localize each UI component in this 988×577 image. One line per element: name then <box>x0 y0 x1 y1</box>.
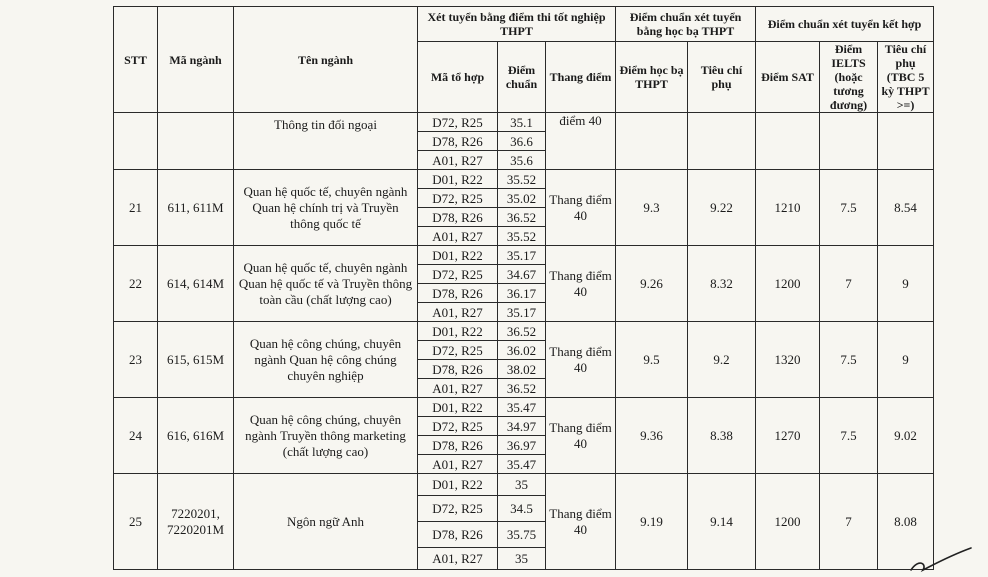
ma-nganh-cell: 616, 616M <box>158 398 234 474</box>
tieu-chi-phu-tbc-cell: 9 <box>878 246 934 322</box>
diem-chuan-cell: 36.52 <box>498 379 546 398</box>
diem-chuan-cell: 38.02 <box>498 360 546 379</box>
ma-to-hop-cell: D72, R25 <box>418 341 498 360</box>
tieu-chi-phu-tbc-cell: 9.02 <box>878 398 934 474</box>
diem-sat-cell <box>756 113 820 170</box>
diem-ielts-cell <box>820 113 878 170</box>
stt-cell: 21 <box>114 170 158 246</box>
diem-hoc-ba-cell: 9.19 <box>616 474 688 570</box>
diem-ielts-cell: 7.5 <box>820 322 878 398</box>
thang-diem-cell: Thang điểm 40 <box>546 474 616 570</box>
tieu-chi-phu-tbc-cell: 9 <box>878 322 934 398</box>
header-group-hocba: Điểm chuẩn xét tuyển bằng học bạ THPT <box>616 7 756 42</box>
diem-hoc-ba-cell: 9.3 <box>616 170 688 246</box>
diem-chuan-cell: 35.47 <box>498 455 546 474</box>
ten-nganh-cell: Thông tin đối ngoại <box>234 113 418 170</box>
ma-to-hop-cell: D78, R26 <box>418 360 498 379</box>
tieu-chi-phu-cell: 9.14 <box>688 474 756 570</box>
diem-chuan-cell: 34.5 <box>498 496 546 522</box>
ma-to-hop-cell: A01, R27 <box>418 303 498 322</box>
ma-to-hop-cell: D72, R25 <box>418 496 498 522</box>
ma-to-hop-cell: A01, R27 <box>418 227 498 246</box>
header-tieu-chi-phu: Tiêu chí phụ <box>688 42 756 113</box>
diem-sat-cell: 1200 <box>756 474 820 570</box>
stt-cell: 25 <box>114 474 158 570</box>
ma-nganh-cell: 611, 611M <box>158 170 234 246</box>
table-header <box>114 7 934 113</box>
diem-sat-cell: 1200 <box>756 246 820 322</box>
diem-chuan-cell: 36.97 <box>498 436 546 455</box>
diem-ielts-cell: 7.5 <box>820 398 878 474</box>
diem-chuan-cell: 35 <box>498 474 546 496</box>
table-body <box>114 113 934 570</box>
diem-chuan-cell: 36.02 <box>498 341 546 360</box>
ma-to-hop-cell: D72, R25 <box>418 189 498 208</box>
table-row <box>114 170 934 189</box>
tieu-chi-phu-cell: 9.2 <box>688 322 756 398</box>
ma-to-hop-cell: A01, R27 <box>418 379 498 398</box>
header-group-thpt: Xét tuyển bằng điểm thi tốt nghiệp THPT <box>418 7 616 42</box>
diem-chuan-cell: 35 <box>498 548 546 570</box>
ma-to-hop-cell: D78, R26 <box>418 522 498 548</box>
thang-diem-cell: Thang điểm 40 <box>546 398 616 474</box>
diem-chuan-cell: 36.17 <box>498 284 546 303</box>
diem-hoc-ba-cell: 9.26 <box>616 246 688 322</box>
header-tieu-chi-phu-tbc: Tiêu chí phụ (TBC 5 kỳ THPT >=) <box>878 42 934 113</box>
header-stt: STT <box>114 7 158 113</box>
header-ten-nganh: Tên ngành <box>234 7 418 113</box>
diem-chuan-cell: 35.1 <box>498 113 546 132</box>
ma-nganh-cell: 615, 615M <box>158 322 234 398</box>
diem-chuan-cell: 36.6 <box>498 132 546 151</box>
diem-ielts-cell: 7.5 <box>820 170 878 246</box>
tieu-chi-phu-tbc-cell: 8.08 <box>878 474 934 570</box>
tieu-chi-phu-cell: 8.32 <box>688 246 756 322</box>
thang-diem-cell: Thang điểm 40 <box>546 322 616 398</box>
diem-hoc-ba-cell: 9.36 <box>616 398 688 474</box>
header-diem-hoc-ba: Điểm học bạ THPT <box>616 42 688 113</box>
ma-to-hop-cell: D78, R26 <box>418 436 498 455</box>
ma-nganh-cell <box>158 113 234 170</box>
ma-to-hop-cell: D01, R22 <box>418 170 498 189</box>
diem-hoc-ba-cell <box>616 113 688 170</box>
tieu-chi-phu-cell: 9.22 <box>688 170 756 246</box>
diem-chuan-cell: 35.52 <box>498 170 546 189</box>
ma-to-hop-cell: D01, R22 <box>418 474 498 496</box>
tieu-chi-phu-cell: 8.38 <box>688 398 756 474</box>
diem-chuan-cell: 35.75 <box>498 522 546 548</box>
table-row <box>114 474 934 496</box>
ma-to-hop-cell: A01, R27 <box>418 455 498 474</box>
ten-nganh-cell: Quan hệ quốc tế, chuyên ngành Quan hệ quốc tế và Truyền thông toàn cầu (chất lượng cao) <box>234 246 418 322</box>
diem-chuan-cell: 35.17 <box>498 246 546 265</box>
header-ma-nganh: Mã ngành <box>158 7 234 113</box>
diem-chuan-cell: 34.67 <box>498 265 546 284</box>
diem-ielts-cell: 7 <box>820 474 878 570</box>
diem-chuan-cell: 35.52 <box>498 227 546 246</box>
ten-nganh-cell: Quan hệ công chúng, chuyên ngành Quan hệ công chúng chuyên nghiệp <box>234 322 418 398</box>
ma-to-hop-cell: D01, R22 <box>418 322 498 341</box>
thang-diem-cell: Thang điểm 40 <box>546 246 616 322</box>
ten-nganh-cell: Quan hệ công chúng, chuyên ngành Truyền thông marketing (chất lượng cao) <box>234 398 418 474</box>
thang-diem-cell: Thang điểm 40 <box>546 170 616 246</box>
header-diem-ielts: Điểm IELTS (hoặc tương đương) <box>820 42 878 113</box>
diem-sat-cell: 1270 <box>756 398 820 474</box>
diem-chuan-cell: 34.97 <box>498 417 546 436</box>
header-ma-to-hop: Mã tổ hợp <box>418 42 498 113</box>
diem-chuan-cell: 36.52 <box>498 208 546 227</box>
ma-to-hop-cell: D78, R26 <box>418 208 498 227</box>
diem-ielts-cell: 7 <box>820 246 878 322</box>
header-diem-sat: Điểm SAT <box>756 42 820 113</box>
table-row <box>114 113 934 132</box>
tieu-chi-phu-tbc-cell: 8.54 <box>878 170 934 246</box>
table-row <box>114 246 934 265</box>
stt-cell: 22 <box>114 246 158 322</box>
admission-score-table <box>113 6 934 570</box>
header-thang-diem: Thang điểm <box>546 42 616 113</box>
ten-nganh-cell: Ngôn ngữ Anh <box>234 474 418 570</box>
ma-to-hop-cell: D78, R26 <box>418 284 498 303</box>
stt-cell: 24 <box>114 398 158 474</box>
diem-chuan-cell: 36.52 <box>498 322 546 341</box>
thang-diem-cell: điểm 40 <box>546 113 616 170</box>
ma-to-hop-cell: D01, R22 <box>418 398 498 417</box>
ma-to-hop-cell: D72, R25 <box>418 265 498 284</box>
handwritten-mark-icon <box>905 540 975 574</box>
stt-cell <box>114 113 158 170</box>
tieu-chi-phu-cell <box>688 113 756 170</box>
ma-to-hop-cell: A01, R27 <box>418 151 498 170</box>
diem-hoc-ba-cell: 9.5 <box>616 322 688 398</box>
diem-chuan-cell: 35.6 <box>498 151 546 170</box>
header-diem-chuan: Điểm chuẩn <box>498 42 546 113</box>
diem-chuan-cell: 35.17 <box>498 303 546 322</box>
tieu-chi-phu-tbc-cell <box>878 113 934 170</box>
ma-to-hop-cell: A01, R27 <box>418 548 498 570</box>
ten-nganh-cell: Quan hệ quốc tế, chuyên ngành Quan hệ chính trị và Truyền thông quốc tế <box>234 170 418 246</box>
diem-sat-cell: 1320 <box>756 322 820 398</box>
ma-to-hop-cell: D72, R25 <box>418 113 498 132</box>
table-row <box>114 398 934 417</box>
ma-nganh-cell: 7220201, 7220201M <box>158 474 234 570</box>
ma-to-hop-cell: D01, R22 <box>418 246 498 265</box>
diem-chuan-cell: 35.02 <box>498 189 546 208</box>
diem-sat-cell: 1210 <box>756 170 820 246</box>
stt-cell: 23 <box>114 322 158 398</box>
ma-to-hop-cell: D72, R25 <box>418 417 498 436</box>
header-group-ketop: Điểm chuẩn xét tuyển kết hợp <box>756 7 934 42</box>
table-row <box>114 322 934 341</box>
diem-chuan-cell: 35.47 <box>498 398 546 417</box>
ma-to-hop-cell: D78, R26 <box>418 132 498 151</box>
ma-nganh-cell: 614, 614M <box>158 246 234 322</box>
